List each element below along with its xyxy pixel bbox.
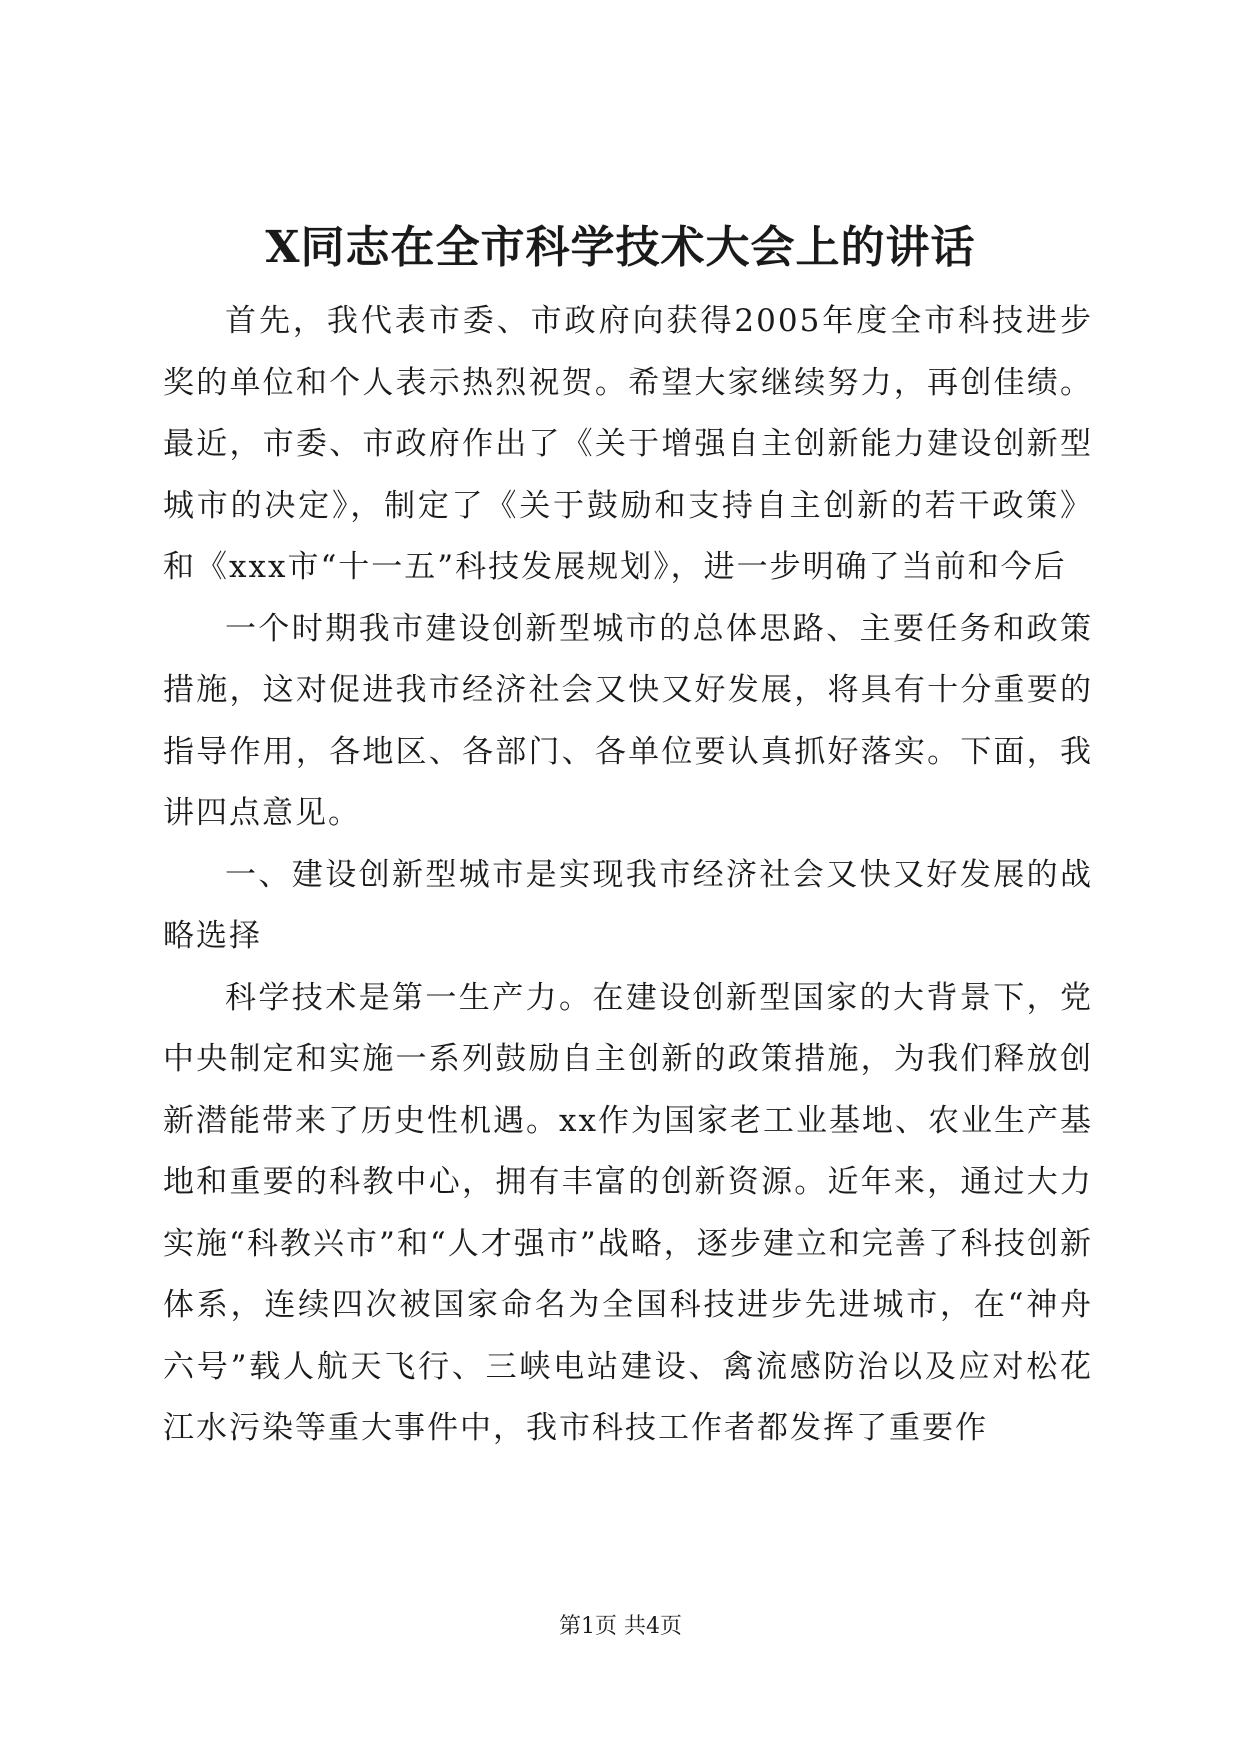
paragraph-3: 科学技术是第一生产力。在建设创新型国家的大背景下，党中央制定和实施一系列鼓励自主创新的政策措施，为我们释放创新潜能带来了历史性机遇。xx作为国家老工业基地、农业生产基地和重要的科教中心，拥有丰富的创新资源。近年来，通过大力实施“科教兴市”和“人才强市”战略，逐步建立和完善了科技创新体系，连续四次被国家命名为全国科技进步先进城市，在“神舟六号”载人航天飞行、三峡电站建设、禽流感防治以及应对松花江水污染等重大事件中，我市科技工作者都发挥了重要作 <box>163 979 1093 1446</box>
section-heading-1: 一、建设创新型城市是实现我市经济社会又快又好发展的战略选择 <box>163 856 1093 954</box>
document-title: X同志在全市科学技术大会上的讲话 <box>265 222 976 273</box>
paragraph-2: 一个时期我市建设创新型城市的总体思路、主要任务和政策措施，这对促进我市经济社会又快又好发展，将具有十分重要的指导作用，各地区、各部门、各单位要认真抓好落实。下面，我讲四点意见。 <box>163 610 1093 831</box>
document-body <box>163 291 1093 1460</box>
page-number-footer: 第1页 共4页 <box>559 1614 682 1639</box>
paragraph-1: 首先，我代表市委、市政府向获得2005年度全市科技进步奖的单位和个人表示热烈祝贺。希望大家继续努力，再创佳绩。最近，市委、市政府作出了《关于增强自主创新能力建设创新型城市的决定》，制定了《关于鼓励和支持自主创新的若干政策》和《xxx市“十一五”科技发展规划》，进一步明确了当前和今后 <box>163 303 1093 585</box>
